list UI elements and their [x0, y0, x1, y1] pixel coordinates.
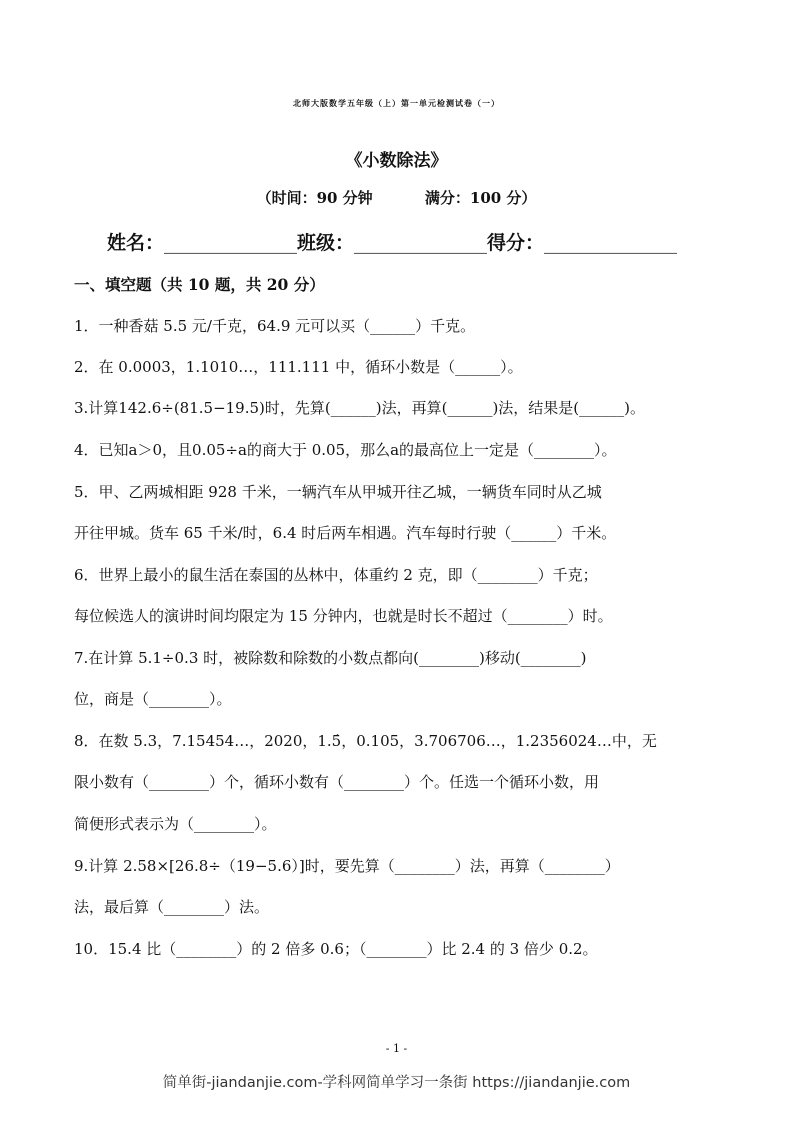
exam-time-score: （时间：90 分钟 满分：100 分） — [256, 189, 537, 207]
exam-subtitle: 《小数除法》 — [345, 151, 448, 171]
score-label: 得分： — [487, 232, 545, 254]
question-line: 法，最后算（________）法。 — [74, 898, 270, 916]
question-line: 2．在 0.0003，1.1010…，111.111 中，循环小数是（______）。 — [74, 358, 523, 376]
name-blank: ______________ — [164, 232, 298, 254]
question-line: 每位候选人的演讲时间均限定为 15 分钟内，也就是时长不超过（________）时。 — [74, 607, 613, 625]
question-line: 7.在计算 5.1÷0.3 时，被除数和除数的小数点都向(________)移动(________) — [74, 649, 587, 667]
question-line: 6．世界上最小的鼠生活在泰国的丛林中，体重约 2 克，即（________）千克； — [74, 566, 598, 584]
class-label: 班级： — [297, 232, 355, 254]
section-heading: 一、填空题（共 10 题，共 20 分） — [74, 275, 325, 294]
question-line: 8．在数 5.3，7.15454…，2020，1.5̇，0.105，3.706706…，1.2356024…中，无 — [74, 732, 657, 750]
student-info-line — [107, 228, 677, 255]
question-line: 1．一种香菇 5.5 元/千克，64.9 元可以买（______）千克。 — [74, 317, 476, 335]
exam-title: 北师大版数学五年级（上）第一单元检测试卷（一） — [293, 98, 500, 108]
question-line: 4．已知a＞0，且0.05÷a的商大于 0.05，那么a的最高位上一定是（________）。 — [74, 441, 617, 459]
question-line: 位，商是（________）。 — [74, 690, 232, 708]
name-label: 姓名： — [107, 232, 165, 254]
site-footer: 简单街-jiandanjie.com-学科网简单学习一条街 https://jiandanjie.com — [162, 1075, 631, 1091]
score-blank: ______________ — [544, 232, 678, 254]
question-line: 10．15.4 比（________）的 2 倍多 0.6；（________）比 2.4 的 3 倍少 0.2。 — [74, 940, 598, 958]
question-line: 限小数有（________）个，循环小数有（________）个。任选一个循环小数，用 — [74, 773, 600, 791]
question-line: 简便形式表示为（________）。 — [74, 815, 277, 833]
question-line: 3.计算142.6÷(81.5−19.5)时，先算(______)法，再算(______)法，结果是(______)。 — [74, 399, 646, 417]
page-number: - 1 - — [385, 1042, 408, 1055]
class-blank: ______________ — [354, 232, 488, 254]
question-line: 开往甲城。货车 65 千米/时，6.4 时后两车相遇。汽车每时行驶（______）千米。 — [74, 524, 617, 542]
question-line: 5．甲、乙两城相距 928 千米，一辆汽车从甲城开往乙城，一辆货车同时从乙城 — [74, 483, 602, 501]
question-line: 9.计算 2.58×[26.8÷（19−5.6）]时，要先算（________）法，再算（________） — [74, 857, 620, 875]
